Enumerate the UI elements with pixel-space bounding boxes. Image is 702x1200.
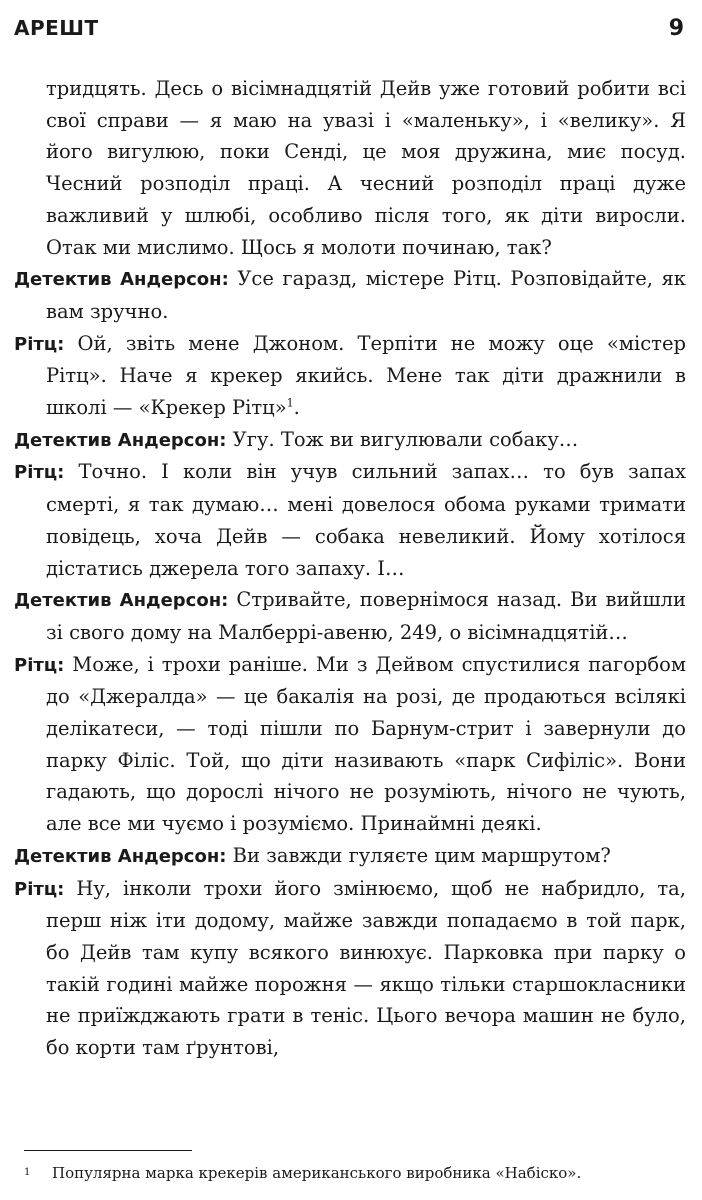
body-text: [14, 73, 686, 1064]
footnote-divider: [24, 1150, 192, 1151]
dialogue-text: Ви завжди гуляєте цим маршрутом?: [232, 843, 611, 867]
chapter-title: АРЕШТ: [14, 16, 99, 40]
dialogue-text: Точно. І коли він учув сильний запах… то був запах смерті, я так думаю… мені довелося обома руками тримати повідець, хоча Дейв — собака невеликий. Йому хотілося дістатись джерела того запаху. І…: [46, 460, 686, 580]
dialogue-line: [14, 424, 686, 457]
dialogue-text-tail: .: [293, 396, 300, 420]
dialogue-text: Угу. Тож ви вигулювали собаку…: [232, 427, 579, 451]
speaker-name: Детектив Андерсон:: [14, 269, 229, 291]
speaker-name: Рітц:: [14, 654, 65, 676]
speaker-name: Детектив Андерсон:: [14, 845, 227, 867]
dialogue-line: [14, 873, 686, 1064]
dialogue-text: Ой, звіть мене Джоном. Терпіти не можу оце «містер Рітц». Наче я крекер якийсь. Мене так діти дражнили в школі — «Крекер Рітц»: [46, 331, 686, 420]
dialogue-line: [14, 840, 686, 873]
dialogue-line: [14, 456, 686, 584]
dialogue-line: [14, 584, 686, 648]
paragraph-text: тридцять. Десь о вісімнадцятій Дейв уже готовий робити всі свої справи — я маю на увазі і «маленьку», і «велику». Я його вигулюю, поки Сенді, це моя дружина, миє посуд. Чесний розподіл праці. А чесний розподіл праці дуже важливий у шлюбі, особливо після того, як діти виросли. Отак ми мислимо. Щось я молоти починаю, так?: [46, 77, 686, 259]
speaker-name: Рітц:: [14, 333, 65, 355]
speaker-name: Рітц:: [14, 462, 65, 484]
dialogue-text: Ну, інколи трохи його змінюємо, щоб не набридло, та, перш ніж іти додому, майже завжди попадаємо в той парк, бо Дейв там купу всякого винюхує. Парковка при парку о такій годині майже порожня — якщо тільки старшокласники не приїжджають грати в теніс. Цього вечора машин не було, бо корти там ґрунтові,: [46, 876, 687, 1060]
speaker-name: Детектив Андерсон:: [14, 590, 229, 612]
page-number: 9: [668, 16, 684, 41]
dialogue-line: [14, 649, 686, 840]
paragraph-continuation: [14, 73, 686, 263]
speaker-name: Рітц:: [14, 878, 65, 900]
running-head: [14, 16, 684, 42]
speaker-name: Детектив Андерсон:: [14, 429, 227, 451]
dialogue-text: Може, і трохи раніше. Ми з Дейвом спустилися пагорбом до «Джералда» — це бакалія на розі, де продаються всілякі делікатеси, — тоді пішли по Барнум-стрит і завернули до парку Філіс. Той, що діти називають «парк Сифіліс». Вони гадають, що дорослі нічого не розуміють, нічого не чують, але все ми чуємо і розуміємо. Принаймні деякі.: [46, 652, 686, 836]
dialogue-text: Стривайте, повернімося назад. Ви вийшли зі свого дому на Малберрі-авеню, 249, о вісімнадцятій…: [46, 588, 687, 644]
footnote-ref: 1: [286, 396, 294, 410]
footnote-mark: 1: [24, 1167, 31, 1178]
footnote-text: Популярна марка крекерів американського виробника «Набіско».: [52, 1164, 582, 1182]
dialogue-line: [14, 263, 686, 327]
dialogue-line: [14, 328, 686, 424]
dialogue-text: Усе гаразд, містере Рітц. Розповідайте, як вам зручно.: [46, 267, 686, 323]
footnote: [24, 1163, 684, 1183]
